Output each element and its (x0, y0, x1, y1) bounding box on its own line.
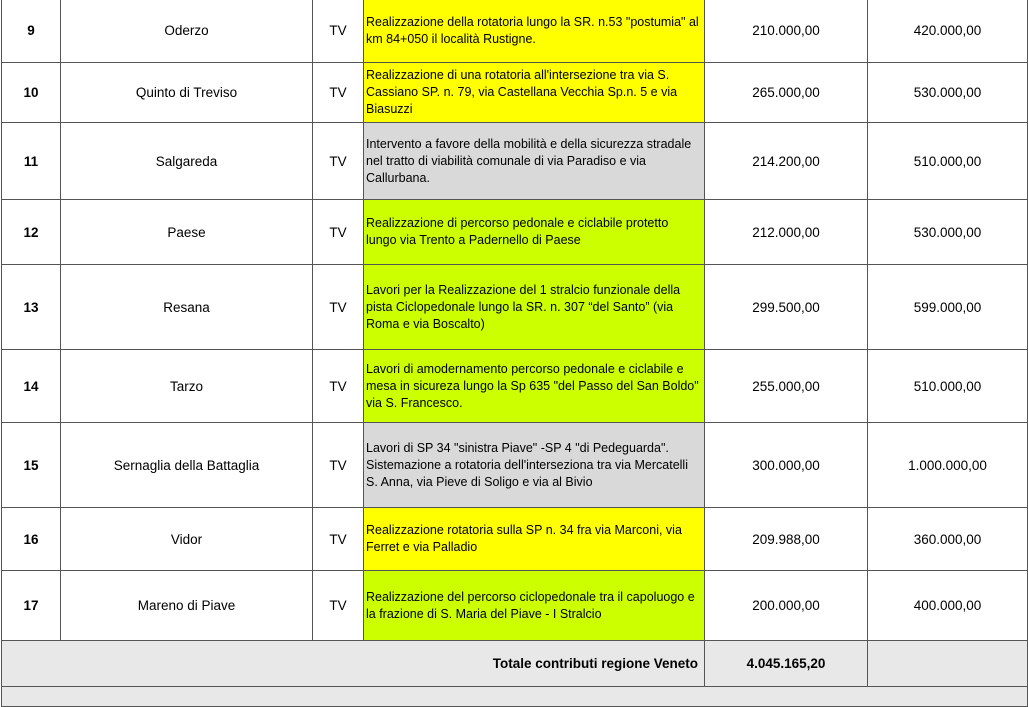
province-cell: TV (313, 63, 364, 123)
total-cost-cell: 599.000,00 (868, 265, 1028, 350)
row-number: 15 (2, 423, 61, 508)
municipality-cell: Paese (61, 200, 313, 265)
municipality-cell: Resana (61, 265, 313, 350)
municipality-cell: Quinto di Treviso (61, 63, 313, 123)
table-row (2, 571, 1028, 641)
row-number: 10 (2, 63, 61, 123)
contribution-cell: 255.000,00 (705, 350, 868, 423)
province-cell: TV (313, 0, 364, 63)
municipality-cell: Sernaglia della Battaglia (61, 423, 313, 508)
description-cell: Lavori di amodernamento percorso pedonale e ciclabile e mesa in sicureza lungo la Sp 635 "del Passo del San Boldo" via S. Francesco. (364, 350, 705, 423)
table-row (2, 508, 1028, 571)
contribution-cell: 265.000,00 (705, 63, 868, 123)
row-number: 9 (2, 0, 61, 63)
table-row (2, 200, 1028, 265)
table-row (2, 123, 1028, 200)
table-row (2, 63, 1028, 123)
municipality-cell: Tarzo (61, 350, 313, 423)
contribution-cell: 209.988,00 (705, 508, 868, 571)
total-empty-cell (868, 641, 1028, 687)
province-cell: TV (313, 571, 364, 641)
province-cell: TV (313, 200, 364, 265)
contributions-table (1, 0, 1028, 707)
municipality-cell: Oderzo (61, 0, 313, 63)
description-cell: Realizzazione del percorso ciclopedonale tra il capoluogo e la frazione di S. Maria del Piave - I Stralcio (364, 571, 705, 641)
row-number: 13 (2, 265, 61, 350)
contribution-cell: 212.000,00 (705, 200, 868, 265)
total-cost-cell: 360.000,00 (868, 508, 1028, 571)
table-row (2, 0, 1028, 63)
row-number: 16 (2, 508, 61, 571)
municipality-cell: Mareno di Piave (61, 571, 313, 641)
contribution-cell: 210.000,00 (705, 0, 868, 63)
total-label: Totale contributi regione Veneto (2, 641, 705, 687)
row-number: 14 (2, 350, 61, 423)
row-number: 17 (2, 571, 61, 641)
description-cell: Realizzazione di percorso pedonale e ciclabile protetto lungo via Trento a Padernello di Paese (364, 200, 705, 265)
total-cost-cell: 510.000,00 (868, 123, 1028, 200)
row-number: 11 (2, 123, 61, 200)
province-cell: TV (313, 123, 364, 200)
description-cell: Lavori di SP 34 "sinistra Piave" -SP 4 "di Pedeguarda". Sistemazione a rotatoria dell'interseziona tra via Mercatelli S. Anna, via Pieve di Soligo e via al Bivio (364, 423, 705, 508)
total-cost-cell: 1.000.000,00 (868, 423, 1028, 508)
row-number: 12 (2, 200, 61, 265)
contribution-cell: 200.000,00 (705, 571, 868, 641)
province-cell: TV (313, 350, 364, 423)
total-cost-cell: 530.000,00 (868, 63, 1028, 123)
contribution-cell: 214.200,00 (705, 123, 868, 200)
description-cell: Realizzazione della rotatoria lungo la SR. n.53 "postumia" al km 84+050 il località Rustigne. (364, 0, 705, 63)
total-cost-cell: 400.000,00 (868, 571, 1028, 641)
contribution-cell: 299.500,00 (705, 265, 868, 350)
table-row (2, 265, 1028, 350)
table-row (2, 423, 1028, 508)
contribution-cell: 300.000,00 (705, 423, 868, 508)
partial-row-cell (2, 687, 1028, 707)
province-cell: TV (313, 423, 364, 508)
province-cell: TV (313, 508, 364, 571)
total-cost-cell: 510.000,00 (868, 350, 1028, 423)
description-cell: Realizzazione di una rotatoria all'intersezione tra via S. Cassiano SP. n. 79, via Castellana Vecchia Sp.n. 5 e via Biasuzzi (364, 63, 705, 123)
total-cost-cell: 530.000,00 (868, 200, 1028, 265)
municipality-cell: Vidor (61, 508, 313, 571)
total-value: 4.045.165,20 (705, 641, 868, 687)
description-cell: Intervento a favore della mobilità e della sicurezza stradale nel tratto di viabilità comunale di via Paradiso e via Callurbana. (364, 123, 705, 200)
province-cell: TV (313, 265, 364, 350)
municipality-cell: Salgareda (61, 123, 313, 200)
description-cell: Realizzazione rotatoria sulla SP n. 34 fra via Marconi, via Ferret e via Palladio (364, 508, 705, 571)
total-row (2, 641, 1028, 687)
description-cell: Lavori per la Realizzazione del 1 stralcio funzionale della pista Ciclopedonale lungo la SR. n. 307 “del Santo” (via Roma e via Boscalto) (364, 265, 705, 350)
total-cost-cell: 420.000,00 (868, 0, 1028, 63)
table-row (2, 350, 1028, 423)
table-row-partial (2, 687, 1028, 707)
